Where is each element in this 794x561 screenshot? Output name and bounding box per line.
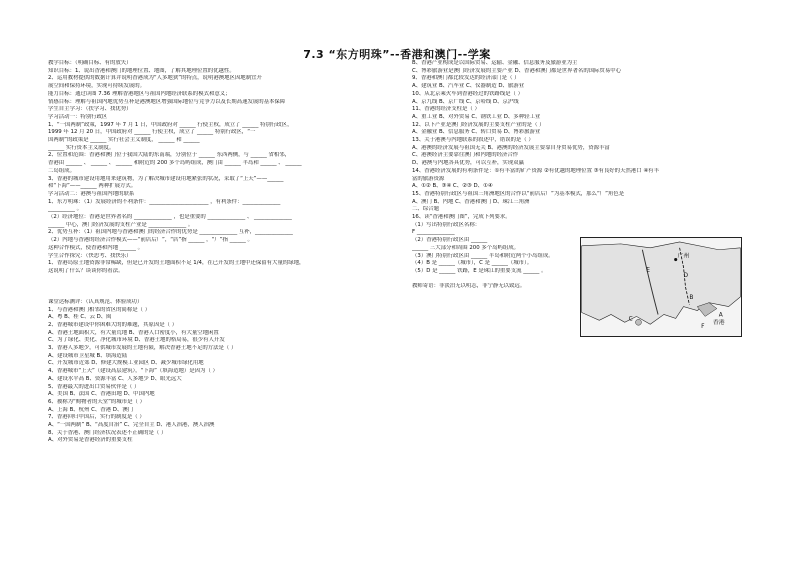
right-text-line: 15、香港特别行政区与祖国三角洲地区的合作以“前店后厂”为基本模式，那么“厂”角色是 <box>412 190 625 197</box>
left-text-line: ______ 实行资本主义制度。 <box>48 144 115 151</box>
map-label-c: C <box>628 316 633 323</box>
right-text-line: （2）香港特别行政区由 ______ <box>412 237 488 244</box>
right-text-line: 富的旅游资源 <box>412 175 445 182</box>
left-text-line: A、对外贸易是香港经济的重要支柱 <box>48 437 133 444</box>
left-text-line <box>48 291 404 299</box>
left-text-line: 2、优势互补：（1）祖国内地与香港和澳门的经济合作的优势是 ______________ 互补，______________ <box>48 229 293 236</box>
left-text-line: 学习活动二：港澳与祖国内地的联系 <box>48 190 135 197</box>
right-text-line: A、金融业 B、信息服务 C、转口贸易 D、博彩旅游业 <box>412 129 541 136</box>
right-text-line: 13、关于港澳与内地联系的叙述中，错误的是（ ） <box>412 137 534 144</box>
left-text-line: 香港由 ______ 、 ______ 、 ______ 和附近的 200 多个岛屿组成，澳门由 ______ 半岛和 ______ 、 ______ <box>48 160 302 167</box>
map-label-hongkong: 香港 <box>712 320 725 327</box>
left-text-line: C、为了绿化、美化、净化城市环境 D、香港土地的格局易，很少有人开发 <box>48 337 225 344</box>
right-text-line: A、重工业 B、对外贸易 C、钢铁工业 D、多种轻工业 <box>412 113 541 120</box>
left-text-line: 1、“一国两制”政策，1997 年 7 月 1 日，中国政府对 ______ 行使主权，成立了 ______ 特别行政区， <box>48 121 293 128</box>
right-text-line: 12、以下产业是澳门经济发展的主要支柱产业的是（ ） <box>412 121 545 128</box>
left-text-line: 和“下海”——______ 两种扩展方式。 <box>48 183 137 190</box>
right-text-line: 教师寄语：非淡泊无以明志，非宁静无以致远。 <box>412 283 526 290</box>
left-text-line: 能力目标：通过读图 7.36 理解香港地区与祖国内地经济联系的模式和意义； <box>48 90 231 97</box>
left-text-line: A、香港土地面积大，有大量荒地 B、香港人口密度小，有大量空地闲置 <box>48 329 219 336</box>
right-text-line: 11、香港的经济支柱是（ ） <box>412 106 480 113</box>
right-text-line: A、澳门 B、内地 C、香港和澳门 D、珠江三角洲 <box>412 198 530 205</box>
map-label-b: B <box>689 294 694 301</box>
right-text-line: ______ 三大部分和周围 200 多个岛屿组成。 <box>412 244 520 251</box>
left-text-line: 这种合作模式，使香港和内地 ______ 。 <box>48 244 144 251</box>
right-text-line: F ______________ <box>412 229 455 236</box>
map-label-d: D <box>683 273 689 280</box>
left-text-line: C、开发城市近郊 D、修建大规模工业园区 D、减少城市绿化用地 <box>48 360 204 367</box>
right-text-line: A、京九线 B、京广线 C、京哈线 D、京沪线 <box>412 98 519 105</box>
right-text-line: （1）写出特别行政区名称： <box>412 221 481 228</box>
left-text-line: 4、香港城市“上天”（建设高层建筑），“下海”（填海造地）是因为（ ） <box>48 368 218 375</box>
left-text-line: 3、香港人多地少，可供城市发展的土地有限，解决香港土地不足的方法是（ ） <box>48 345 237 352</box>
left-text-line <box>48 283 404 291</box>
right-text-line: A、①② B、③④ C、②③ D、①④ <box>412 183 493 190</box>
right-text-line: B、香港产业构成是以国际贸易、运输、金融、信息服务及旅游业为主 <box>412 60 578 66</box>
left-text-line: 2、位置和范围：香港和澳门位于我国大陆的东南端，分别位于 ______ 东西两侧，与 ______ 省相邻， <box>48 152 291 159</box>
right-text-line: 14、香港经济发展的有利条件是：①有丰富的矿产资源 ②有优越的地理位置 ③有良好的天然港口 ④有丰 <box>412 167 659 174</box>
map-label-a: A <box>718 312 723 319</box>
right-text-line: （5）D 是 ______ 铁路，E 是珠江的重要支流 ______ 。 <box>412 267 547 274</box>
right-text-line: 9、香港和澳门都比较发达的经济部门是（ ） <box>412 75 520 82</box>
left-text-line: 1、与香港和澳门相邻的省区的简称是（ ） <box>48 306 151 313</box>
left-text-line: 8、关于香港、澳门经济状况表述不正确的是（ ） <box>48 429 167 436</box>
right-text-line: C、港澳经济主要靠往澳门和内地的经济合作 <box>412 152 519 159</box>
left-column <box>48 60 404 445</box>
left-text-line: A、粤 B、桂 C、云 D、闽 <box>48 314 112 321</box>
left-text-line: 教学目标：（明确目标、有的放矢） <box>48 60 132 66</box>
left-text-line: 1999 年 12 月 20 日，中国政府对 ______ 行使主权，成立了 ______ 特别行政区，“一 <box>48 129 256 136</box>
left-text-line: A、建设城市卫星城 B、填海造陆 <box>48 352 128 359</box>
left-text-line: （2）内地与香港的经济合作模式——“前店后厂”，“店”指 ______ ，“厂”指 ______ 。 <box>48 237 253 244</box>
right-text-line: （3）澳门特别行政区由 ______ 半岛和附近两个小岛组成。 <box>412 252 554 259</box>
left-text-line: 5、香港最大的进出口贸易伙伴是（ ） <box>48 383 140 390</box>
left-text-line: A、上海 B、杭州 C、香港 D、澳门 <box>48 406 134 413</box>
left-text-line: 3、香港的城市建设用地用来建筑物，为了解决城市建设用地紧张的状况，采取了“上天”——______ <box>48 175 284 182</box>
left-text-line: ______ 中心，澳门经济发展的支柱产业是 ______________ 。 <box>48 221 194 228</box>
left-text-line: 1、东方明珠：（1）发展经济的不利条件：______________________ ，有利条件：______________ <box>48 198 281 205</box>
left-text-line: 6、被称为“购物者的天堂”的城市是（ ） <box>48 398 145 405</box>
right-text-line: （4）B 是 ______（城市），C 是 ______（城市）。 <box>412 260 533 267</box>
map-label-e: E <box>646 267 651 274</box>
left-text-line: 二岛组成。 <box>48 167 75 174</box>
left-text-line <box>48 276 404 284</box>
left-text-line: （2）经济地位：香港是世界著名的 ______________ ，也是重要的 ______________ 、 ______________ <box>48 214 292 221</box>
right-text-line: 二、综合题 <box>412 206 439 213</box>
left-text-line: 课堂达标测评：（认真规范、体验成功） <box>48 298 143 305</box>
left-text-line: 2、运用教材提供的数据计算并说明香港成为“人多地狭”的特点，说明港澳地区因地制宜开 <box>48 75 262 82</box>
left-text-line: 学生合作探究：（快思考、找快乐） <box>48 252 132 259</box>
left-text-line: 情感目标：理解与祖国内地优势互补是港澳地区增强国际地位与竞争力以及长期高速发展的基本保障 <box>48 98 286 105</box>
map-label-guangzhou: 广州 <box>677 253 690 260</box>
left-text-line: A、建设水平高 B、资源丰富 C、人多地少 D、眼光远大 <box>48 375 182 382</box>
right-text-line: D、港澳与内地各具优势，可以互补，实现双赢 <box>412 160 524 167</box>
left-text-line: A、“一国两制” B、“高度自治” C、完全自主 D、港人治港，澳人治澳 <box>48 422 215 429</box>
map-label-f: F <box>701 324 705 331</box>
right-text-line: 16、读“香港和澳门图”，完成下列要求。 <box>412 214 511 221</box>
page-title: 7.3 “东方明珠”--香港和澳门--学案 <box>303 48 491 61</box>
right-text-line: A、建筑业 B、汽车业 C、仪器制造 D、旅游业 <box>412 83 525 90</box>
left-text-line: 知识目标：1、说出香港和澳门的地理位置、地图，了解其地理位置的优越性。 <box>48 67 235 74</box>
left-text-line: 2、香港城市建设中你困难大的的难题，其原因是（ ） <box>48 321 178 328</box>
left-text-line: 学习活动一：特别行政区 <box>48 113 108 120</box>
right-text-line: A、港澳的经济发展与祖国无关 B、港澳的经济发展主要靠自身贸易优势，资源丰富 <box>412 144 610 151</box>
left-text-line: 这说明了什么？谈谈你的看法。 <box>48 267 124 274</box>
left-text-line: 1、香港岛原土地资源非常稀缺，但是已开发的土地面积不足 1/4，在已开发的土地中还保留有大量的绿地， <box>48 260 305 267</box>
left-text-line: 学生自主学习：（扶学习、找优势） <box>48 106 132 113</box>
left-text-line: A、美国 B、法国 C、香港田地 D、中国内地 <box>48 391 155 398</box>
right-text-line: C、博彩旅游业是澳门经济发展的主要产业 D、香港和澳门都是世界著名的国际贸易中心 <box>412 67 622 74</box>
macau-area <box>636 319 642 325</box>
right-text-line: 10、从北京乘火车到香港经过的铁路线是（ ） <box>412 90 523 97</box>
map-svg <box>581 238 741 336</box>
left-text-line: 展空间和保持环境，实现可持续发展的。 <box>48 83 146 90</box>
left-text-line: 国两制”的政策是 ______ 实行社会主义制度， ______ 和 ______ <box>48 137 200 144</box>
left-text-line: __________ 。 <box>48 206 83 213</box>
hongkong-macau-map <box>580 237 742 337</box>
left-text-line: 7、香港回归中国后，实行的制度是（ ） <box>48 414 145 421</box>
